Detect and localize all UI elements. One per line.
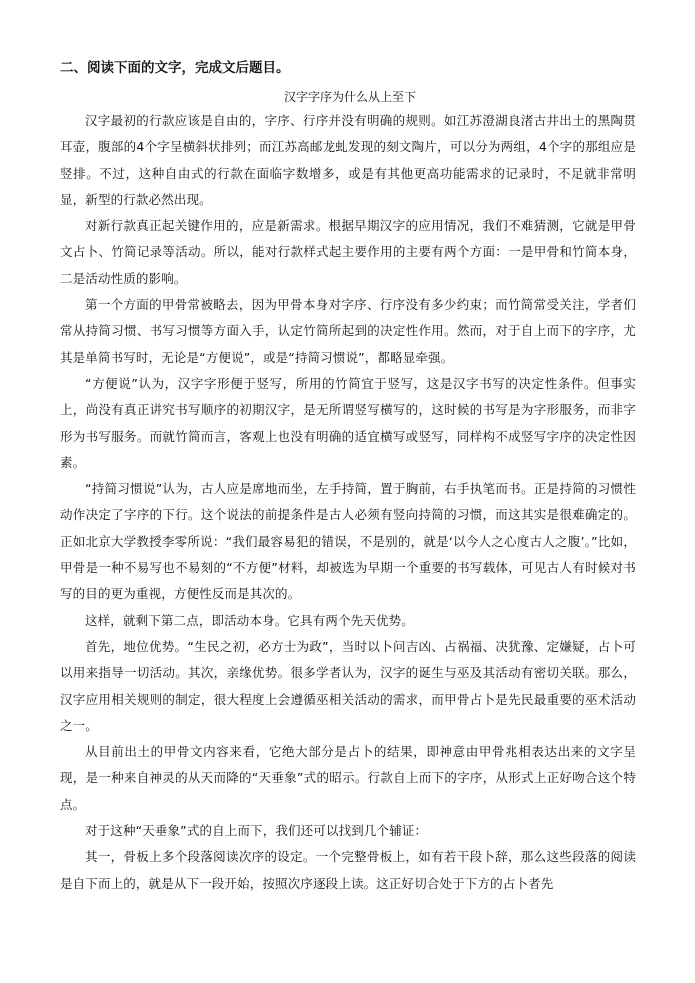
paragraph-8: 从目前出土的甲骨文内容来看，它绝大部分是占卜的结果，即神意由甲骨兆相表达出来的文字呈现，是一种来自神灵的从天而降的“天垂象”式的昭示。行款自上而下的字序，从形式上正好吻合这个特点。 — [60, 744, 636, 812]
paragraph-3: 第一个方面的甲骨常被略去，因为甲骨本身对字序、行序没有多少约束；而竹简常受关注，学者们常从持简习惯、书写习惯等方面入手，认定竹简所起到的决定性作用。然而，对于自上而下的字序，尤其是单简书写时，无论是“方便说”，或是“持简习惯说”，都略显牵强。 — [60, 297, 636, 365]
paragraph-7: 首先，地位优势。“生民之初，必方士为政”，当时以卜问吉凶、占祸福、决犹豫、定嫌疑，占卜可以用来指导一切活动。其次，亲缘优势。很多学者认为，汉字的诞生与巫及其活动有密切关联。那么，汉字应用相关规则的制定，很大程度上会遵循巫相关活动的需求，而甲骨占卜是先民最重要的巫术活动之一。 — [60, 638, 636, 733]
paragraph-10: 其一，骨板上多个段落阅读次序的设定。一个完整骨板上，如有若干段卜辞，那么这些段落的阅读是自下而上的，就是从下一段开始，按照次序逐段上读。这正好切合处于下方的占卜者先 — [60, 849, 636, 891]
paragraph-5: “持简习惯说”认为，古人应是席地而坐，左手持简，置于胸前，右手执笔而书。正是持简的习惯性动作决定了字序的下行。这个说法的前提条件是古人必须有竖向持简的习惯，而这其实是很难确定的。正如北京大学教授李零所说：“我们最容易犯的错误，不是别的，就是‘以今人之心度古人之腹’。”比如，甲骨是一种不易写也不易刻的“不方便”材料，却被选为早期一个重要的书写载体，可见古人有时候对书写的目的更为重视，方便性反而是其次的。 — [60, 481, 636, 602]
article-title: 汉字字序为什么从上至下 — [283, 90, 416, 104]
paragraph-6: 这样，就剩下第二点，即活动本身。它具有两个先天优势。 — [85, 612, 414, 628]
paragraph-9: 对于这种“天垂象”式的自上而下，我们还可以找到几个辅证： — [85, 823, 428, 839]
paragraph-1: 汉字最初的行款应该是自由的，字序、行序并没有明确的规则。如江苏澄湖良渚古井出土的黑陶贯耳壶，腹部的4个字呈横斜状排列；而江苏高邮龙虬发现的刻文陶片，可以分为两组，4个字的那组应是竖排。不过，这种自由式的行款在面临字数增多，或是有其他更高功能需求的记录时，不足就非常明显，新型的行款必然出现。 — [60, 113, 636, 207]
section-heading: 二、阅读下面的文字，完成文后题目。 — [60, 60, 290, 76]
article-body — [60, 108, 636, 897]
paragraph-2: 对新行款真正起关键作用的，应是新需求。根据早期汉字的应用情况，我们不难猜测，它就是甲骨文占卜、竹简记录等活动。所以，能对行款样式起主要作用的主要有两个方面：一是甲骨和竹简本身，二是活动性质的影响。 — [60, 218, 636, 286]
paragraph-4: “方便说”认为，汉字字形便于竖写，所用的竹简宜于竖写，这是汉字书写的决定性条件。但事实上，尚没有真正讲究书写顺序的初期汉字，是无所谓竖写横写的，这时候的书写是为字形服务，而非字形为书写服务。而就竹简而言，客观上也没有明确的适宜横写或竖写，同样构不成竖写字序的决定性因素。 — [60, 375, 636, 470]
